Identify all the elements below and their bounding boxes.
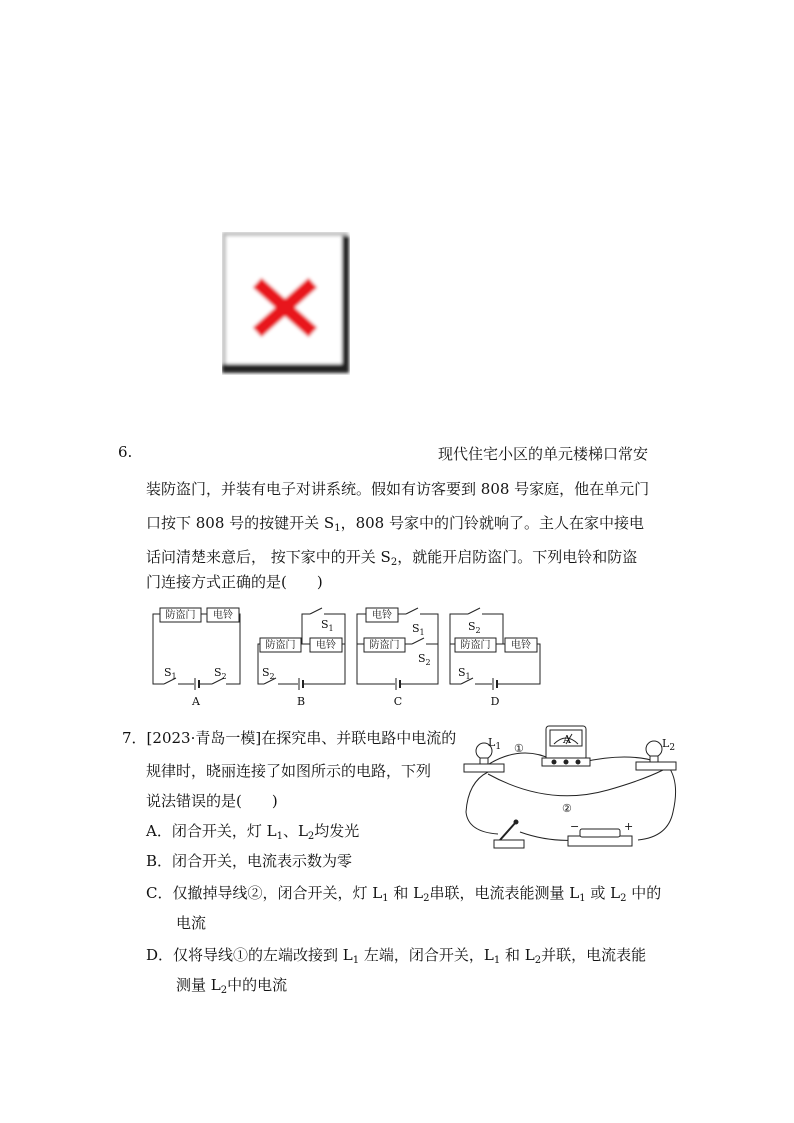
svg-text:电铃: 电铃 — [372, 610, 392, 621]
svg-text:防盗门: 防盗门 — [265, 640, 296, 651]
question-7-circuit-figure — [458, 722, 680, 858]
svg-text:S2: $S_2$ — [418, 652, 431, 667]
circuit-option-d — [450, 608, 540, 708]
broken-image-placeholder — [222, 232, 350, 375]
circuit-option-c — [357, 608, 438, 708]
knife-switch — [494, 820, 524, 849]
question-7-option-c-line-2: 电流 — [176, 914, 207, 932]
svg-text:S1: $S_1$ — [321, 618, 334, 633]
svg-text:L2: $L_2$ — [662, 737, 676, 753]
svg-text:−: − — [570, 820, 580, 833]
question-7-line-2: 规律时，晓丽连接了如图所示的电路，下列 — [146, 762, 432, 780]
svg-text:电铃: 电铃 — [316, 640, 336, 651]
svg-text:S1: $S_1$ — [458, 666, 471, 681]
broken-image-icon — [222, 232, 350, 375]
svg-text:D: D — [490, 695, 500, 708]
svg-text:防盗门: 防盗门 — [165, 610, 196, 621]
circuit-option-a — [153, 608, 240, 708]
svg-text:C: C — [393, 695, 403, 708]
svg-text:A: A — [563, 733, 571, 746]
svg-text:防盗门: 防盗门 — [369, 640, 400, 651]
question-6-line-2: 装防盗门，并装有电子对讲系统。假如有访客要到 808 号家庭，他在单元门 — [146, 480, 650, 498]
svg-text:S1: $S_1$ — [164, 666, 177, 681]
question-7-option-d: D．仅将导线①的左端改接到 $L_1$ 左端，闭合开关，$L_1$ 和 $L_2$并联，电流表能 — [146, 946, 647, 966]
svg-text:A: A — [192, 695, 200, 708]
circuit-option-b — [258, 608, 345, 708]
question-6-line-5: 门连接方式正确的是( ) — [146, 573, 323, 591]
wire-1-label: ① — [514, 742, 524, 755]
question-6-line-3: 口按下 808 号的按键开关 $S_1$，808 号家中的门铃就响了。主人在家中接电 — [146, 514, 644, 534]
question-7-option-a: A．闭合开关，灯 $L_1$、$L_2$均发光 — [146, 822, 360, 842]
svg-text:防盗门: 防盗门 — [460, 640, 491, 651]
question-7-line-3: 说法错误的是( ) — [146, 792, 278, 810]
question-6-line-4: 话问清楚来意后， 按下家中的开关 $S_2$，就能开启防盗门。下列电铃和防盗 — [146, 548, 638, 568]
question-7-option-b: B．闭合开关，电流表示数为零 — [146, 852, 353, 870]
question-6-number: 6. — [118, 443, 133, 461]
svg-text:S2: $S_2$ — [468, 620, 481, 635]
svg-text:L1: $L_1$ — [488, 736, 502, 752]
svg-text:+: + — [624, 820, 634, 833]
svg-text:电铃: 电铃 — [213, 610, 233, 621]
question-7-line-1: 7．[2023·青岛一模]在探究串、并联电路中电流的 — [122, 729, 457, 747]
svg-text:S2: $S_2$ — [262, 666, 275, 681]
wire-2-label: ② — [562, 802, 572, 815]
question-7-option-c: C．仅撤掉导线②，闭合开关，灯 $L_1$ 和 $L_2$串联，电流表能测量 $L_1$ 或 $L_2$ 中的 — [146, 884, 662, 904]
question-6-line-1: 现代住宅小区的单元楼梯口常安 — [438, 445, 649, 463]
lamp-l2 — [636, 737, 676, 770]
battery — [568, 820, 633, 846]
question-6-circuit-diagrams — [150, 604, 550, 714]
svg-text:B: B — [296, 695, 306, 708]
question-7-option-d-line-2: 测量 $L_2$中的电流 — [176, 976, 288, 996]
svg-text:S1: $S_1$ — [412, 622, 425, 637]
svg-text:电铃: 电铃 — [511, 640, 531, 651]
lamp-l1 — [464, 736, 504, 772]
svg-text:S2: $S_2$ — [214, 666, 227, 681]
ammeter — [542, 726, 590, 766]
